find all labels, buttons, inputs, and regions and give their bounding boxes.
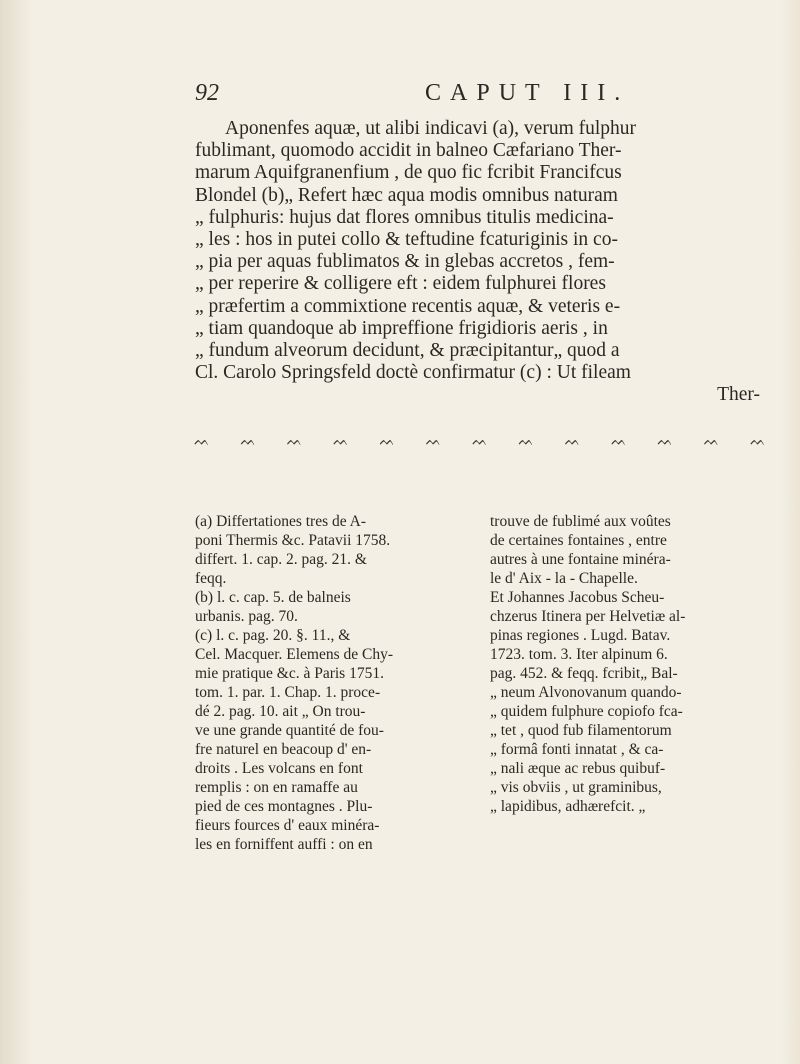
body-line: Blondel (b)„ Refert hæc aqua modis omnibus naturam — [195, 184, 618, 206]
footnote-line: remplis : on en ramaffe au — [195, 779, 358, 796]
footnote-line: poni Thermis &c. Patavii 1758. — [195, 532, 391, 549]
body-line: „ fulphuris: hujus dat flores omnibus titulis medicina- — [195, 206, 614, 228]
footnote-line: le d' Aix - la - Chapelle. — [490, 570, 638, 587]
footnote-line: Et Johannes Jacobus Scheu- — [490, 589, 665, 606]
edge-shadow — [782, 0, 800, 1064]
footnote-line: urbanis. pag. 70. — [195, 608, 298, 625]
body-line: „ les : hos in putei collo & teftudine fcaturiginis in co- — [195, 228, 618, 250]
ornament-mark-icon: ᨓ — [240, 433, 257, 448]
ornament-mark-icon: ᨓ — [518, 433, 535, 448]
footnote-line: trouve de fublimé aux voûtes — [490, 513, 671, 530]
ornament-mark-icon: ᨓ — [472, 433, 488, 448]
footnote-line: fre naturel en beacoup d' en- — [195, 741, 372, 758]
footnote-line: pied de ces montagnes . Plu- — [195, 798, 373, 815]
footnote-line: „ formâ fonti innatat , & ca- — [490, 741, 664, 758]
main-body-text — [195, 118, 760, 406]
footnote-line: (b) l. c. cap. 5. de balneis — [195, 589, 351, 606]
footnote-line: autres à une fontaine minéra- — [490, 551, 671, 568]
footnote-line: „ neum Alvonovanum quando- — [490, 684, 682, 701]
footnotes-right-column — [490, 512, 770, 854]
footnote-line: tom. 1. par. 1. Chap. 1. proce- — [195, 684, 381, 701]
body-line: fublimant, quomodo accidit in balneo Cæfariano Ther- — [195, 140, 622, 162]
footnote-line: mie pratique &c. à Paris 1751. — [195, 665, 384, 682]
ornament-mark-icon: ᨓ — [425, 433, 442, 448]
body-line: „ per reperire & colligere eft : eidem fulphurei flores — [195, 273, 606, 295]
ornament-mark-icon: ᨓ — [286, 433, 303, 448]
footnote-line: 1723. tom. 3. Iter alpinum 6. — [490, 646, 668, 663]
body-line: Cl. Carolo Springsfeld doctè confirmatur (c) : Ut fileam — [195, 362, 631, 384]
footnote-line: (a) Differtationes tres de A- — [195, 513, 367, 530]
ornament-mark-icon: ᨓ — [657, 433, 674, 448]
ornament-divider — [190, 433, 770, 449]
footnote-line: les en forniffent auffi : on en — [195, 836, 373, 853]
ornament-mark-icon: ᨓ — [194, 433, 210, 448]
footnote-line: pag. 452. & feqq. fcribit„ Bal- — [490, 665, 678, 682]
footnote-line: differt. 1. cap. 2. pag. 21. & — [195, 551, 367, 568]
body-line: marum Aquifgranenfium , de quo fic fcribit Francifcus — [195, 162, 622, 184]
footnotes-left-column — [195, 512, 475, 854]
footnote-line: pinas regiones . Lugd. Batav. — [490, 627, 671, 644]
footnote-line: chzerus Itinera per Helvetiæ al- — [490, 608, 686, 625]
page-number: 92 — [195, 80, 219, 106]
ornament-mark-icon: ᨓ — [703, 433, 720, 448]
footnote-line: „ lapidibus, adhærefcit. „ — [490, 798, 646, 815]
body-line: „ tiam quandoque ab impreffione frigidioris aeris , in — [195, 317, 608, 339]
body-line: Aponenfes aquæ, ut alibi indicavi (a), verum fulphur — [225, 118, 637, 139]
ornament-mark-icon: ᨓ — [611, 433, 627, 448]
running-title: CAPUT III. — [425, 80, 630, 106]
footnote-line: dé 2. pag. 10. ait „ On trou- — [195, 703, 366, 720]
footnote-line: „ quidem fulphure copiofo fca- — [490, 703, 683, 720]
catchword: Ther- — [717, 384, 760, 406]
footnote-line: feqq. — [195, 570, 227, 587]
ornament-mark-icon: ᨓ — [379, 433, 396, 448]
body-line: „ pia per aquas fublimatos & in glebas accretos , fem- — [195, 251, 615, 273]
footnote-line: „ nali æque ac rebus quibuf- — [490, 760, 666, 777]
footnote-line: fieurs fources d' eaux minéra- — [195, 817, 380, 834]
footnote-line: Cel. Macquer. Elemens de Chy- — [195, 646, 394, 663]
footnote-line: (c) l. c. pag. 20. §. 11., & — [195, 627, 351, 644]
footnote-line: de certaines fontaines , entre — [490, 532, 667, 549]
footnote-line: „ tet , quod fub filamentorum — [490, 722, 672, 739]
body-line: „ fundum alveorum decidunt, & præcipitantur„ quod a — [195, 339, 620, 361]
ornament-mark-icon: ᨓ — [750, 433, 766, 448]
page-header — [195, 80, 760, 114]
ornament-mark-icon: ᨓ — [333, 433, 349, 448]
footnote-line: ve une grande quantité de fou- — [195, 722, 384, 739]
footnotes — [195, 512, 770, 854]
body-line: „ præfertim a commixtione recentis aquæ, & veteris e- — [195, 295, 621, 317]
footnote-line: droits . Les volcans en font — [195, 760, 363, 777]
binding-shadow — [0, 0, 34, 1064]
footnote-line: „ vis obviis , ut graminibus, — [490, 779, 662, 796]
ornament-mark-icon: ᨓ — [564, 433, 581, 448]
